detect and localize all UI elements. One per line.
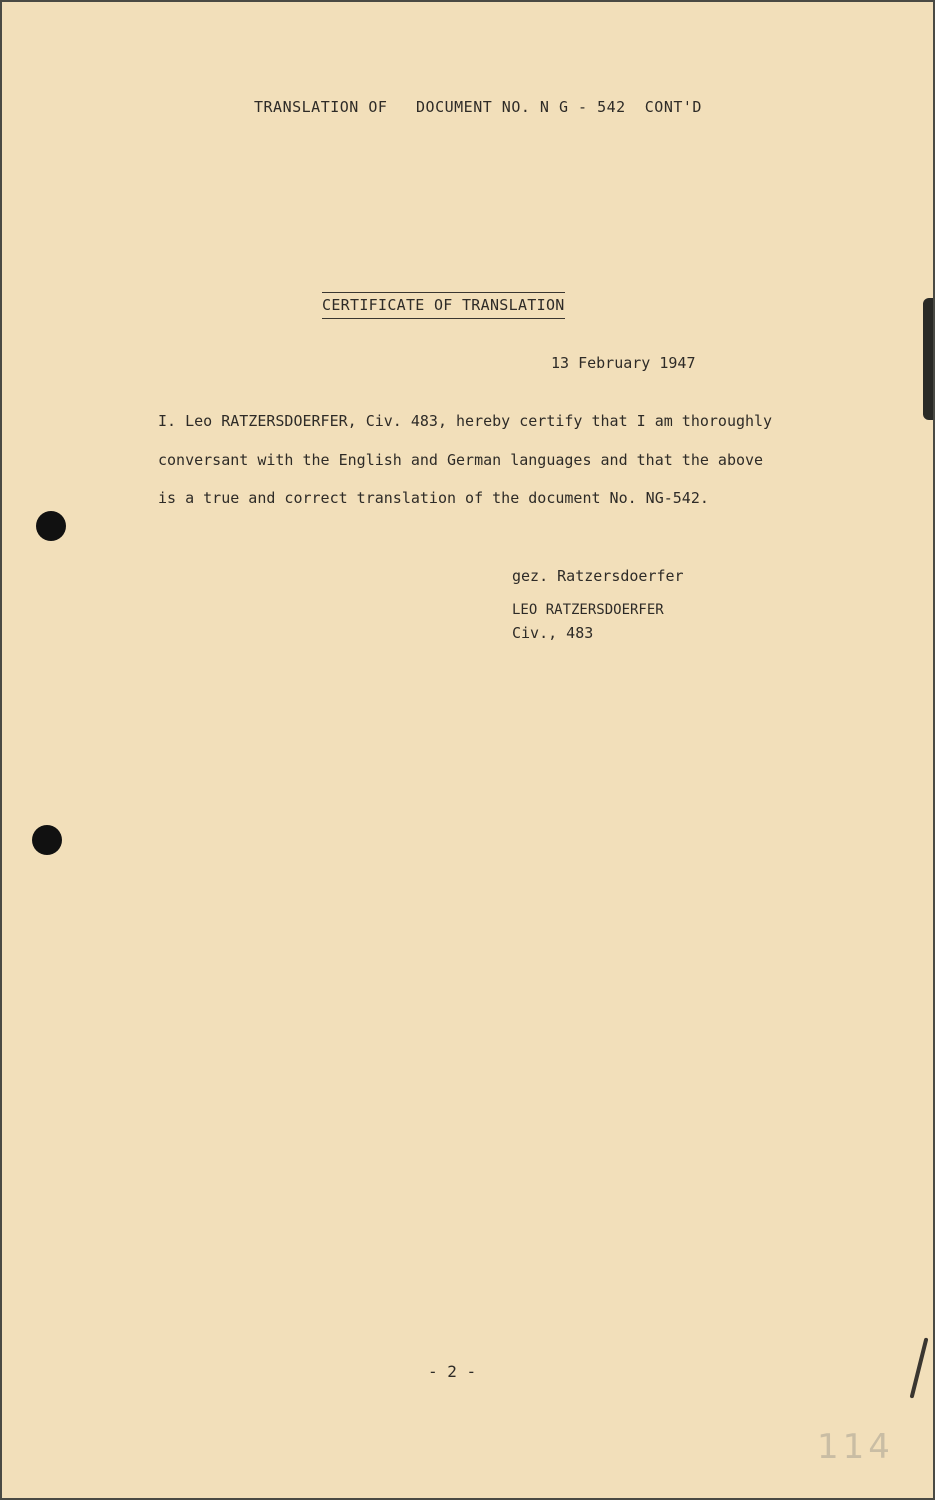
certificate-body-line-2: conversant with the English and German languages and that the above [158, 451, 764, 469]
document-page [2, 2, 933, 1498]
certificate-body-line-1: I. Leo RATZERSDOERFER, Civ. 483, hereby certify that I am thoroughly [158, 412, 773, 430]
pencil-stroke-mark [910, 1337, 929, 1398]
signature-name: LEO RATZERSDOERFER [512, 602, 664, 618]
signature-role: Civ., 483 [512, 624, 594, 642]
punch-hole-bottom [32, 825, 62, 855]
document-header: TRANSLATION OF DOCUMENT NO. N G - 542 CONT'D [254, 98, 702, 116]
binding-edge-mark [923, 298, 933, 420]
page-number: - 2 - [428, 1362, 477, 1381]
certificate-date: 13 February 1947 [551, 354, 696, 372]
certificate-body-line-3: is a true and correct translation of the document No. NG-542. [158, 489, 709, 507]
signature-signed: gez. Ratzersdoerfer [512, 567, 684, 585]
punch-hole-top [36, 511, 66, 541]
folio-number: 114 [817, 1427, 894, 1467]
certificate-title: CERTIFICATE OF TRANSLATION [322, 292, 565, 319]
